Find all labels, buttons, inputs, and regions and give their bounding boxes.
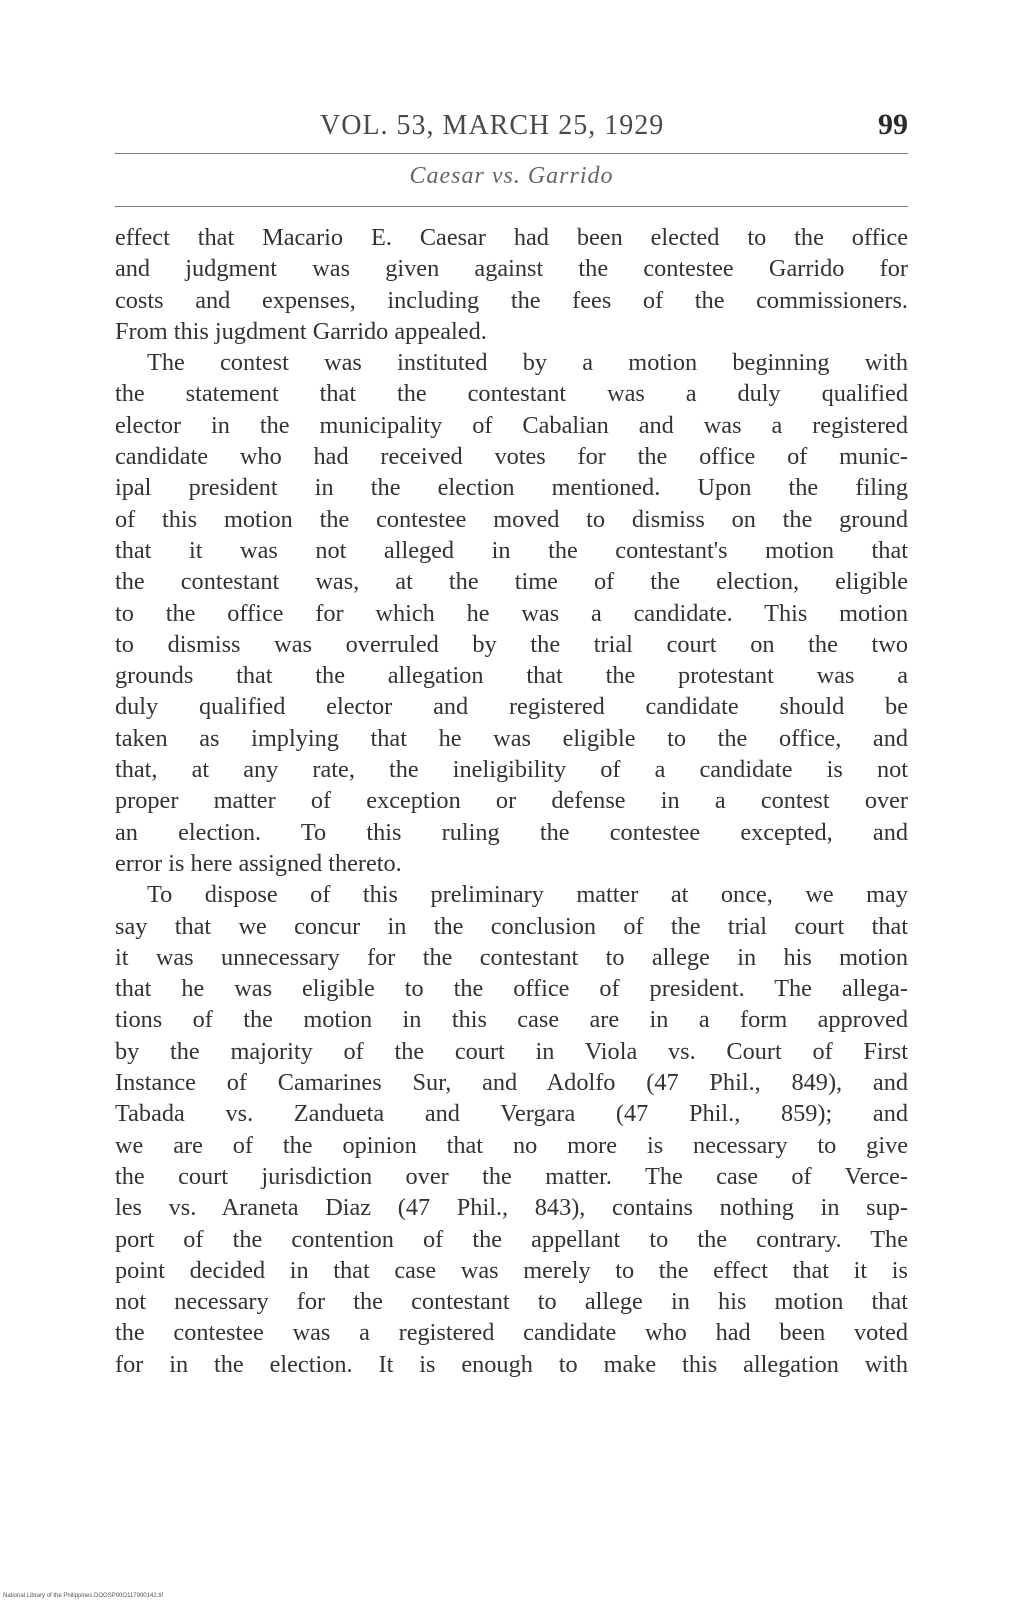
text-line: ipal president in the election mentioned. Upon the filing [115,474,908,502]
text-line: that, at any rate, the ineligibility of a candidate is not [115,756,908,784]
scan-source-note: National Library of the Philippines DOOSP00O117900142.tif [3,1593,163,1599]
text-line: to the office for which he was a candidate. This motion [115,599,908,627]
text-line: les vs. Araneta Diaz (47 Phil., 843), contains nothing in sup- [115,1194,908,1222]
text-line: From this jugdment Garrido appealed. [115,317,487,345]
case-title-divider [115,206,908,207]
running-head: VOL. 53, MARCH 25, 1929 [320,110,665,141]
text-line: not necessary for the contestant to allege in his motion that [115,1288,908,1316]
text-line: grounds that the allegation that the protestant was a [115,662,908,690]
page-number: 99 [878,108,908,141]
text-line: of this motion the contestee moved to dismiss on the ground [115,505,908,533]
text-line: proper matter of exception or defense in a contest over [115,787,908,815]
header-divider [115,153,908,154]
text-line: that he was eligible to the office of president. The allega- [115,975,908,1003]
text-line: point decided in that case was merely to the effect that it is [115,1256,908,1284]
paragraph-start-line: To dispose of this preliminary matter at once, we may [147,881,908,909]
text-line: an election. To this ruling the contestee excepted, and [115,818,908,846]
case-title: Caesar vs. Garrido [409,163,614,189]
text-line: tions of the motion in this case are in a form approved [115,1006,908,1034]
body-text [115,222,908,1380]
text-line: say that we concur in the conclusion of the trial court that [115,912,908,940]
page-header [115,108,908,152]
text-line: effect that Macario E. Caesar had been elected to the office [115,224,908,251]
text-line: by the majority of the court in Viola vs. Court of First [115,1037,908,1065]
text-line: the court jurisdiction over the matter. The case of Verce- [115,1162,908,1190]
text-line: to dismiss was overruled by the trial court on the two [115,630,908,658]
text-line: it was unnecessary for the contestant to allege in his motion [115,943,908,971]
text-line: we are of the opinion that no more is necessary to give [115,1131,908,1159]
text-line: taken as implying that he was eligible to the office, and [115,724,908,752]
text-line: port of the contention of the appellant to the contrary. The [115,1225,908,1253]
text-line: elector in the municipality of Cabalian and was a registered [115,411,908,439]
text-line: Tabada vs. Zandueta and Vergara (47 Phil., 859); and [115,1100,908,1128]
paragraph-start-line: The contest was instituted by a motion beginning with [147,349,908,377]
text-line: Instance of Camarines Sur, and Adolfo (47 Phil., 849), and [115,1069,908,1097]
text-line: the statement that the contestant was a duly qualified [115,380,908,408]
text-line: costs and expenses, including the fees of the commissioners. [115,286,908,314]
text-line: the contestee was a registered candidate who had been voted [115,1319,908,1347]
text-line: the contestant was, at the time of the election, eligible [115,568,908,596]
text-line: duly qualified elector and registered candidate should be [115,693,908,721]
text-line: that it was not alleged in the contestant's motion that [115,536,908,564]
text-line: and judgment was given against the contestee Garrido for [115,255,908,283]
text-line: candidate who had received votes for the office of munic- [115,443,908,471]
text-line: error is here assigned thereto. [115,849,402,877]
text-line: for in the election. It is enough to make this allegation with [115,1350,908,1378]
